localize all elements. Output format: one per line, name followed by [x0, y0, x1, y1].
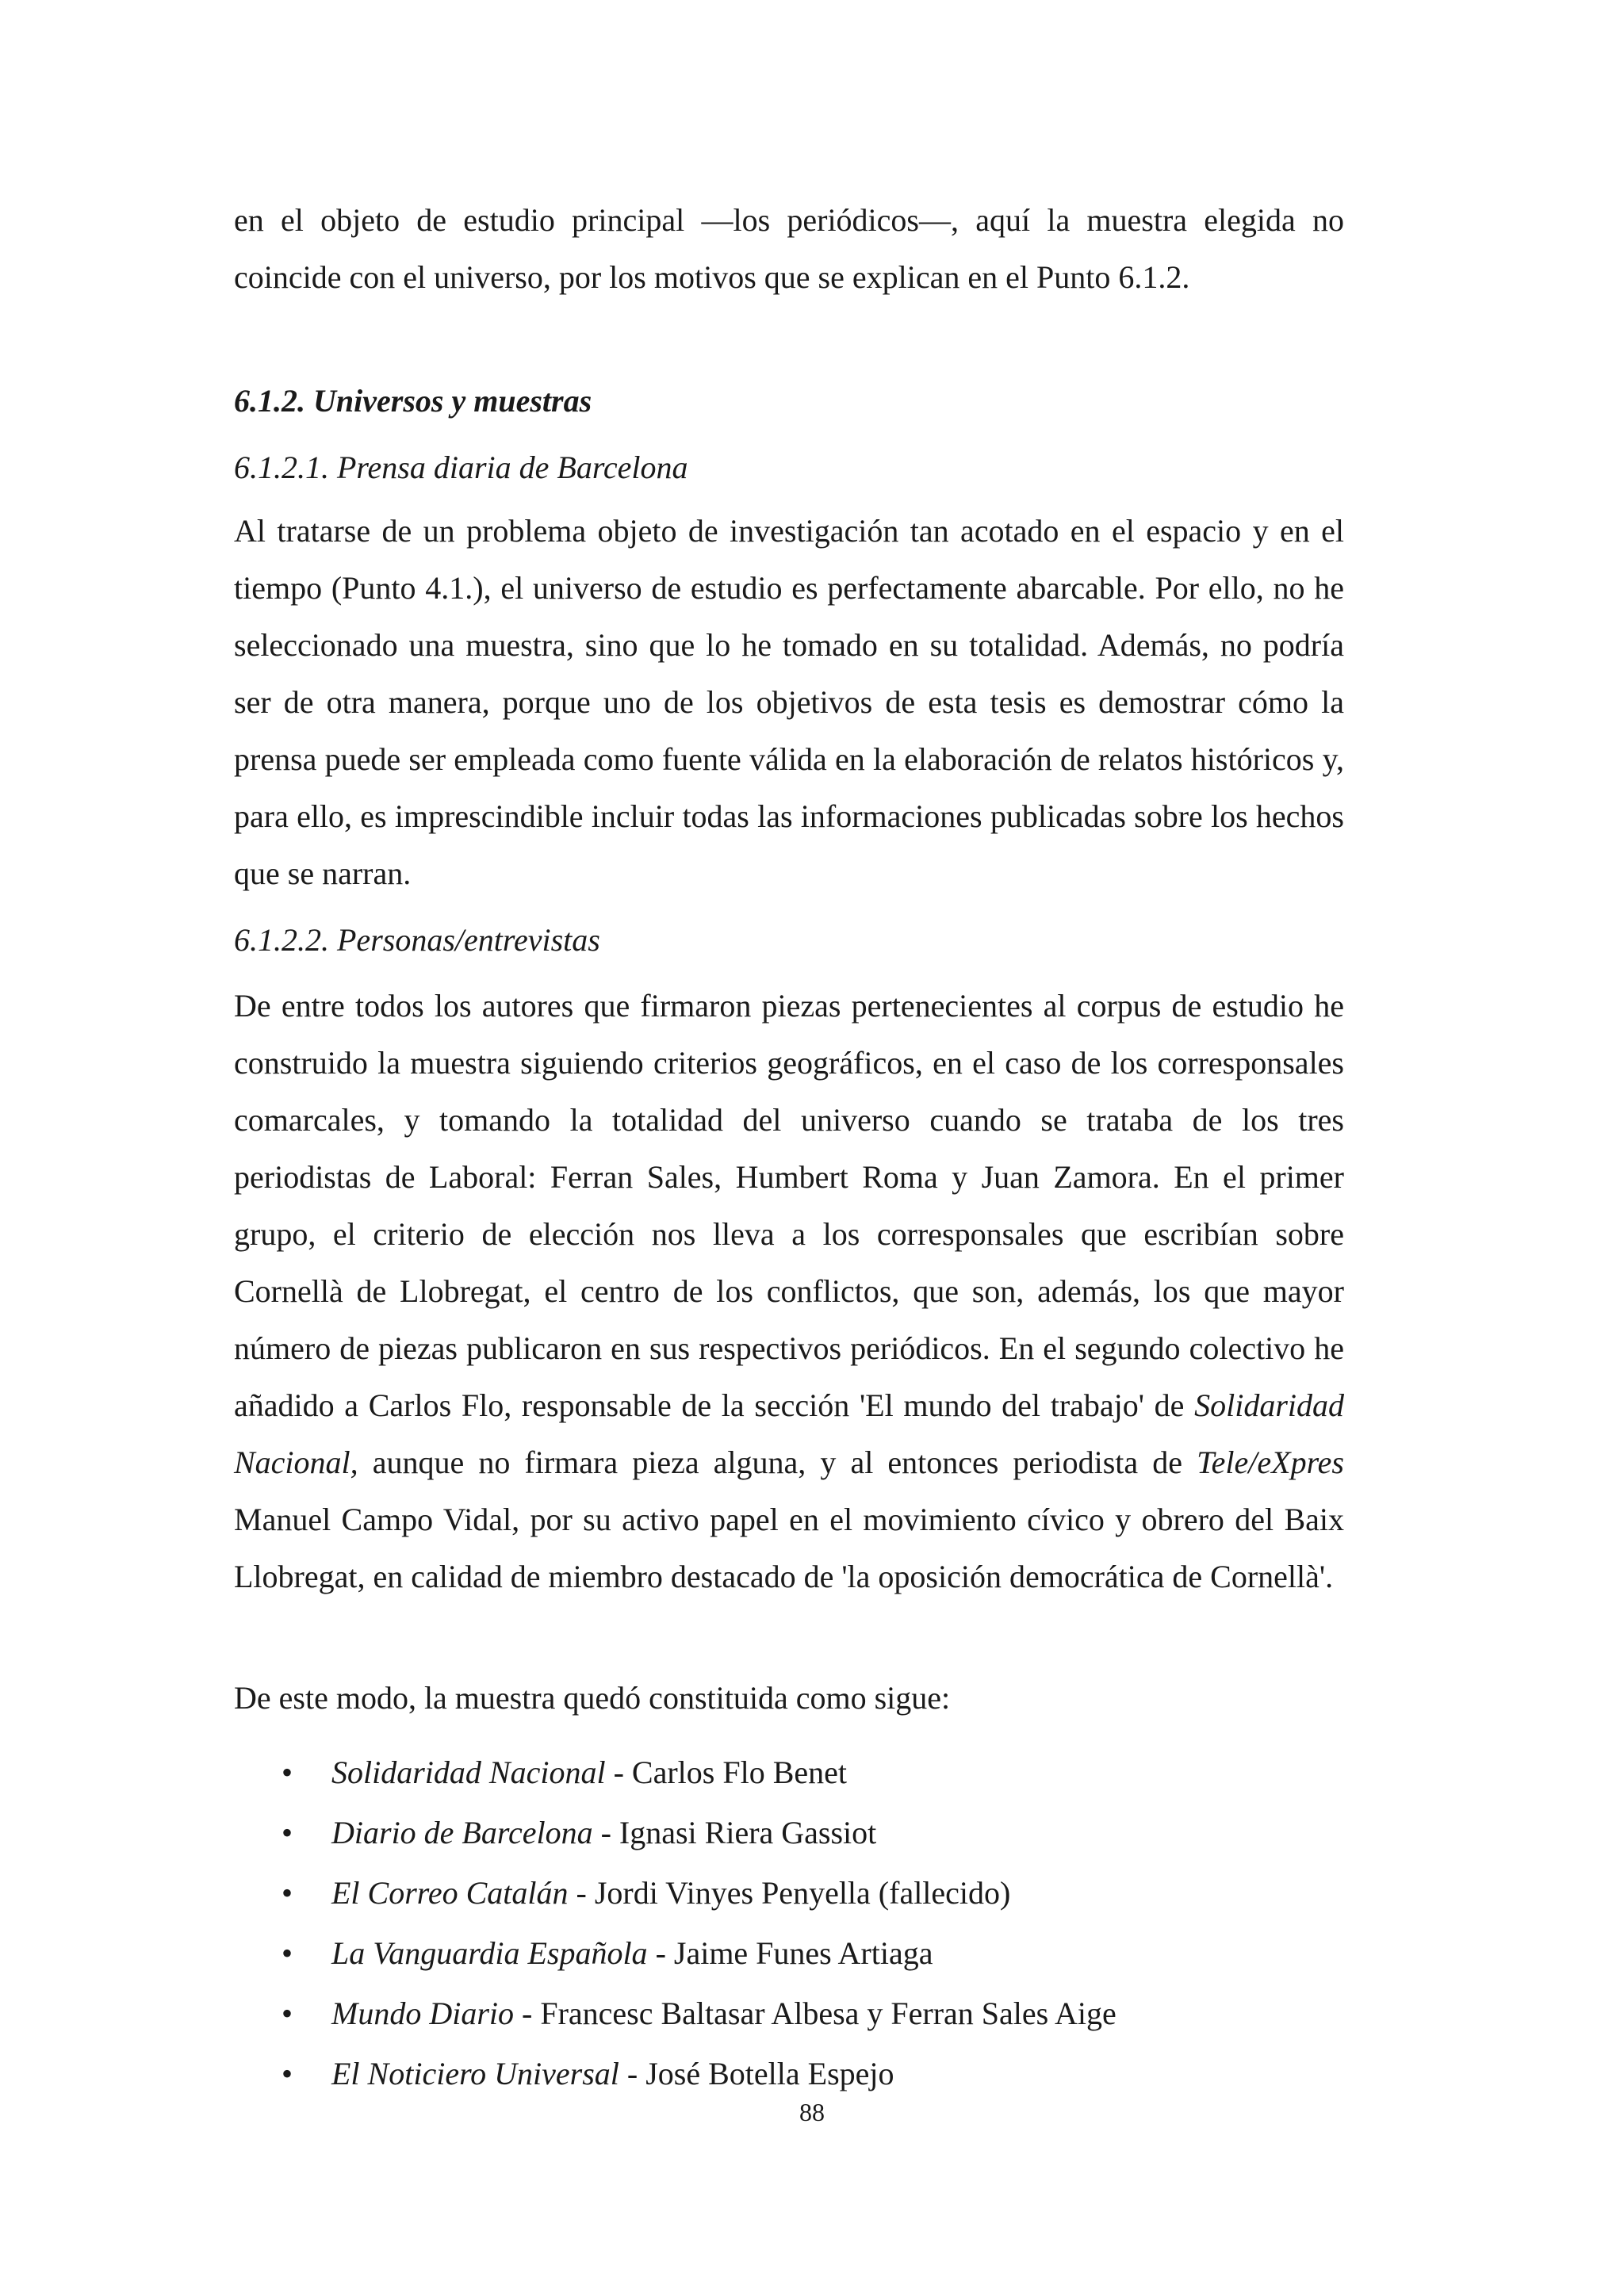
personas-text-italic-1: Solidaridad Nacional, [234, 1387, 1344, 1480]
page-number: 88 [799, 2098, 825, 2126]
personas-text-part-1: De entre todos los autores que firmaron piezas pertenecientes al corpus de estudio he construido la muestra siguiendo criterios geográficos, en el caso de los corresponsales comarcales, y tomando la totalidad del universo cuando se trataba de los tres periodistas de Laboral: Ferran Sales, Humbert Roma y Juan Zamora. En el primer grupo, el criterio de elección nos lleva a los corresponsales que escribían sobre Cornellà de Llobregat, el centro de los conflictos, que son, además, los que mayor número de piezas publicaron en sus respectivos periódicos. En el segundo colectivo he añadido a Carlos Flo, responsable de la sección 'El mundo del trabajo' de [234, 988, 1344, 1423]
personas-paragraph [234, 978, 1344, 1605]
bullet-icon: • [282, 1815, 293, 1850]
author-name: - Jordi Vinyes Penyella (fallecido) [568, 1875, 1011, 1911]
personas-text-part-2: aunque no firmara pieza alguna, y al entonces periodista de [358, 1445, 1197, 1480]
list-intro [234, 1670, 1344, 1727]
sample-list [234, 1743, 1344, 2104]
bullet-icon: • [282, 1875, 293, 1911]
newspaper-name: El Noticiero Universal [331, 2056, 619, 2091]
list-item [234, 1923, 1344, 1984]
list-item [234, 1743, 1344, 1803]
section-heading: 6.1.2. Universos y muestras [234, 383, 592, 419]
author-name: - Ignasi Riera Gassiot [592, 1815, 877, 1850]
newspaper-name: La Vanguardia Española [331, 1935, 648, 1971]
intro-paragraph [234, 192, 1344, 306]
intro-line-1: en el objeto de estudio principal —los periódicos—, aquí la muestra elegida no [234, 202, 1344, 238]
prensa-paragraph-text: Al tratarse de un problema objeto de investigación tan acotado en el espacio y en el tiempo (Punto 4.1.), el universo de estudio es perfectamente abarcable. Por ello, no he seleccionado una muestra, sino que lo he tomado en su totalidad. Además, no podría ser de otra manera, porque uno de los objetivos de esta tesis es demostrar cómo la prensa puede ser empleada como fuente válida en la elaboración de relatos históricos y, para ello, es imprescindible incluir todas las informaciones publicadas sobre los hechos que se narran. [234, 513, 1344, 891]
author-name: - José Botella Espejo [619, 2056, 894, 2091]
newspaper-name: Mundo Diario [331, 1996, 514, 2031]
list-item [234, 1863, 1344, 1923]
bullet-icon: • [282, 1755, 293, 1790]
author-name: - Jaime Funes Artiaga [647, 1935, 933, 1971]
personas-text-italic-2: Tele/eXpres [1197, 1445, 1344, 1480]
author-name: - Francesc Baltasar Albesa y Ferran Sales Aige [514, 1996, 1116, 2031]
subsection-heading-personas: 6.1.2.2. Personas/entrevistas [234, 922, 600, 958]
list-intro-text: De este modo, la muestra quedó constituida como sigue: [234, 1680, 951, 1716]
newspaper-name: El Correo Catalán [331, 1875, 569, 1911]
bullet-icon: • [282, 1996, 293, 2031]
subsection-heading-prensa: 6.1.2.1. Prensa diaria de Barcelona [234, 450, 688, 485]
bullet-icon: • [282, 2056, 293, 2091]
list-item [234, 1803, 1344, 1863]
personas-paragraph-text [234, 978, 1344, 1605]
personas-text-part-3: Manuel Campo Vidal, por su activo papel en el movimiento cívico y obrero del Baix Llobregat, en calidad de miembro destacado de 'la oposición democrática de Cornellà'. [234, 1502, 1344, 1594]
bullet-icon: • [282, 1935, 293, 1971]
intro-line-2: coincide con el universo, por los motivos que se explican en el Punto 6.1.2. [234, 259, 1190, 295]
newspaper-name: Solidaridad Nacional [331, 1755, 606, 1790]
author-name: - Carlos Flo Benet [605, 1755, 847, 1790]
list-item [234, 1984, 1344, 2044]
newspaper-name: Diario de Barcelona [331, 1815, 593, 1850]
prensa-paragraph [234, 503, 1344, 902]
